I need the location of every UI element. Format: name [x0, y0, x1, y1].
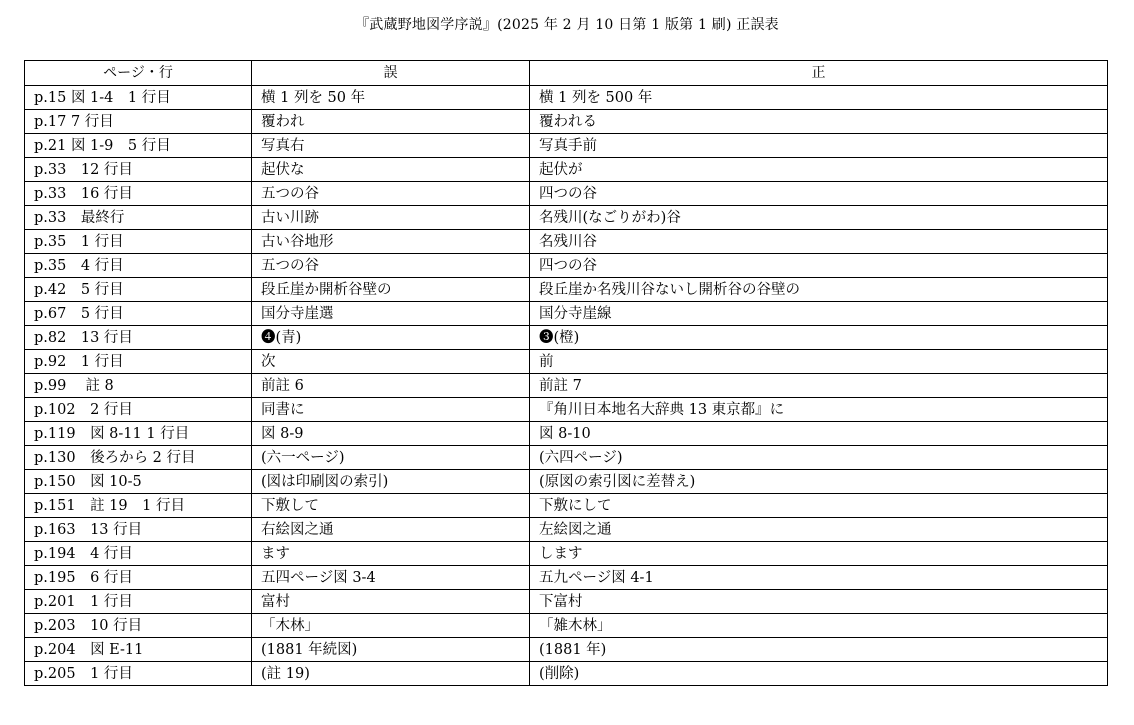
- correct-text-cell: 前註 7: [530, 374, 1108, 398]
- table-row: [25, 542, 1108, 566]
- table-row: [25, 662, 1108, 686]
- wrong-text-cell: 同書に: [252, 398, 530, 422]
- page-line-cell: p.102 2 行目: [25, 398, 252, 422]
- table-row: [25, 350, 1108, 374]
- page-line-cell: p.201 1 行目: [25, 590, 252, 614]
- correct-text-cell: 左絵図之通: [530, 518, 1108, 542]
- page-line-cell: p.33 16 行目: [25, 182, 252, 206]
- correct-text-cell: 覆われる: [530, 110, 1108, 134]
- wrong-text-cell: 「木林」: [252, 614, 530, 638]
- wrong-text-cell: 図 8-9: [252, 422, 530, 446]
- page-line-cell: p.92 1 行目: [25, 350, 252, 374]
- page-line-cell: p.163 13 行目: [25, 518, 252, 542]
- correct-text-cell: 国分寺崖線: [530, 302, 1108, 326]
- wrong-text-cell: 写真右: [252, 134, 530, 158]
- wrong-text-cell: 覆われ: [252, 110, 530, 134]
- page-line-cell: p.205 1 行目: [25, 662, 252, 686]
- wrong-text-cell: (1881 年続図): [252, 638, 530, 662]
- table-row: [25, 638, 1108, 662]
- correct-text-cell: ❸(橙): [530, 326, 1108, 350]
- table-row: [25, 134, 1108, 158]
- correct-text-cell: 四つの谷: [530, 254, 1108, 278]
- correct-text-cell: 起伏が: [530, 158, 1108, 182]
- page-line-cell: p.195 6 行目: [25, 566, 252, 590]
- correct-text-cell: 「雑木林」: [530, 614, 1108, 638]
- table-row: [25, 398, 1108, 422]
- table-row: [25, 590, 1108, 614]
- table-row: [25, 614, 1108, 638]
- wrong-text-cell: 富村: [252, 590, 530, 614]
- table-row: [25, 470, 1108, 494]
- wrong-text-cell: 五つの谷: [252, 182, 530, 206]
- page-line-cell: p.130 後ろから 2 行目: [25, 446, 252, 470]
- correct-text-cell: 写真手前: [530, 134, 1108, 158]
- correct-text-cell: (六四ページ): [530, 446, 1108, 470]
- document-title: 『武蔵野地図学序説』(2025 年 2 月 10 日第 1 版第 1 刷) 正誤表: [355, 17, 779, 33]
- page-line-cell: p.119 図 8-11 1 行目: [25, 422, 252, 446]
- correct-text-cell: 段丘崖か名残川谷ないし開析谷の谷壁の: [530, 278, 1108, 302]
- wrong-text-cell: (図は印刷図の索引): [252, 470, 530, 494]
- page-line-cell: p.21 図 1-9 5 行目: [25, 134, 252, 158]
- column-header-correct: 正: [530, 61, 1108, 86]
- page-line-cell: p.17 7 行目: [25, 110, 252, 134]
- page-line-cell: p.33 12 行目: [25, 158, 252, 182]
- wrong-text-cell: 右絵図之通: [252, 518, 530, 542]
- wrong-text-cell: (六一ページ): [252, 446, 530, 470]
- wrong-text-cell: 前註 6: [252, 374, 530, 398]
- correct-text-cell: (1881 年): [530, 638, 1108, 662]
- table-row: [25, 254, 1108, 278]
- wrong-text-cell: 起伏な: [252, 158, 530, 182]
- wrong-text-cell: 五つの谷: [252, 254, 530, 278]
- page-line-cell: p.82 13 行目: [25, 326, 252, 350]
- page-line-cell: p.35 4 行目: [25, 254, 252, 278]
- correct-text-cell: 名残川谷: [530, 230, 1108, 254]
- wrong-text-cell: (註 19): [252, 662, 530, 686]
- errata-table-header: [25, 61, 1108, 86]
- header-row: [25, 61, 1108, 86]
- page-line-cell: p.151 註 19 1 行目: [25, 494, 252, 518]
- correct-text-cell: 図 8-10: [530, 422, 1108, 446]
- correct-text-cell: します: [530, 542, 1108, 566]
- page-line-cell: p.67 5 行目: [25, 302, 252, 326]
- correct-text-cell: 五九ページ図 4-1: [530, 566, 1108, 590]
- wrong-text-cell: 国分寺崖選: [252, 302, 530, 326]
- table-row: [25, 86, 1108, 110]
- page-line-cell: p.203 10 行目: [25, 614, 252, 638]
- page-line-cell: p.194 4 行目: [25, 542, 252, 566]
- page-line-cell: p.99 註 8: [25, 374, 252, 398]
- table-row: [25, 446, 1108, 470]
- table-row: [25, 566, 1108, 590]
- page-line-cell: p.15 図 1-4 1 行目: [25, 86, 252, 110]
- correct-text-cell: 横 1 列を 500 年: [530, 86, 1108, 110]
- wrong-text-cell: 五四ページ図 3-4: [252, 566, 530, 590]
- table-row: [25, 518, 1108, 542]
- table-row: [25, 158, 1108, 182]
- correct-text-cell: 四つの谷: [530, 182, 1108, 206]
- table-row: [25, 182, 1108, 206]
- table-row: [25, 206, 1108, 230]
- table-row: [25, 302, 1108, 326]
- page-line-cell: p.35 1 行目: [25, 230, 252, 254]
- correct-text-cell: 下富村: [530, 590, 1108, 614]
- page-line-cell: p.33 最終行: [25, 206, 252, 230]
- correct-text-cell: (削除): [530, 662, 1108, 686]
- correct-text-cell: 下敷にして: [530, 494, 1108, 518]
- page-line-cell: p.204 図 E-11: [25, 638, 252, 662]
- table-row: [25, 230, 1108, 254]
- table-row: [25, 326, 1108, 350]
- table-row: [25, 278, 1108, 302]
- page-line-cell: p.42 5 行目: [25, 278, 252, 302]
- wrong-text-cell: 段丘崖か開析谷壁の: [252, 278, 530, 302]
- column-header-page-line: ページ・行: [25, 61, 252, 86]
- wrong-text-cell: 古い川跡: [252, 206, 530, 230]
- correct-text-cell: 名残川(なごりがわ)谷: [530, 206, 1108, 230]
- table-row: [25, 422, 1108, 446]
- correct-text-cell: 前: [530, 350, 1108, 374]
- wrong-text-cell: 横 1 列を 50 年: [252, 86, 530, 110]
- errata-table-body: [25, 86, 1108, 686]
- correct-text-cell: 『角川日本地名大辞典 13 東京都』に: [530, 398, 1108, 422]
- table-row: [25, 494, 1108, 518]
- wrong-text-cell: 下敷して: [252, 494, 530, 518]
- table-row: [25, 110, 1108, 134]
- wrong-text-cell: ます: [252, 542, 530, 566]
- table-row: [25, 374, 1108, 398]
- page-line-cell: p.150 図 10-5: [25, 470, 252, 494]
- wrong-text-cell: 次: [252, 350, 530, 374]
- correct-text-cell: (原図の索引図に差替え): [530, 470, 1108, 494]
- wrong-text-cell: 古い谷地形: [252, 230, 530, 254]
- errata-table: [24, 60, 1108, 686]
- wrong-text-cell: ❹(青): [252, 326, 530, 350]
- column-header-wrong: 誤: [252, 61, 530, 86]
